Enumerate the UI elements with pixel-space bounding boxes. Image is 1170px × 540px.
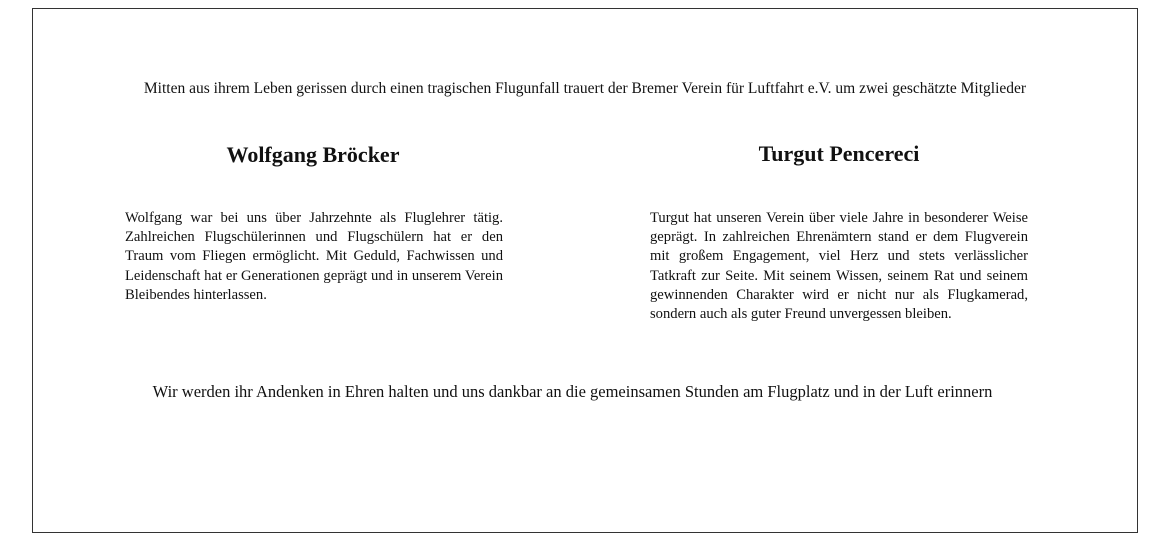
intro-text: Mitten aus ihrem Leben gerissen durch einen tragischen Flugunfall trauert der Bremer Verein für Luftfahrt e.V. um zwei geschätzte Mitglieder <box>143 80 1027 97</box>
person-name-wolfgang-broecker: Wolfgang Bröcker <box>226 142 400 167</box>
person-name-turgut-pencereci: Turgut Pencereci <box>758 141 920 166</box>
tribute-text-turgut-pencereci: Turgut hat unseren Verein über viele Jahre in besonderer Weise geprägt. In zahlreichen Ehrenämtern stand er dem Flugverein mit großem Engagement, viel Herz und stets verlässlicher Tatkraft zur Seite. Mit seinem Wissen, seinem Rat und seinem gewinnenden Charakter wird er nicht nur als Flugkamerad, sondern auch als guter Freund unvergessen bleiben. <box>650 210 1028 323</box>
tribute-text-wolfgang-broecker: Wolfgang war bei uns über Jahrzehnte als Fluglehrer tätig. Zahlreichen Flugschülerinnen und Flugschülern hat er den Traum vom Fliegen ermöglicht. Mit Geduld, Fachwissen und Leidenschaft hat er Generationen geprägt und in unserem Verein Bleibendes hinterlassen. <box>125 210 503 303</box>
closing-text: Wir werden ihr Andenken in Ehren halten und uns dankbar an die gemeinsamen Stunden am Flugplatz und in der Luft erinnern <box>152 382 993 401</box>
